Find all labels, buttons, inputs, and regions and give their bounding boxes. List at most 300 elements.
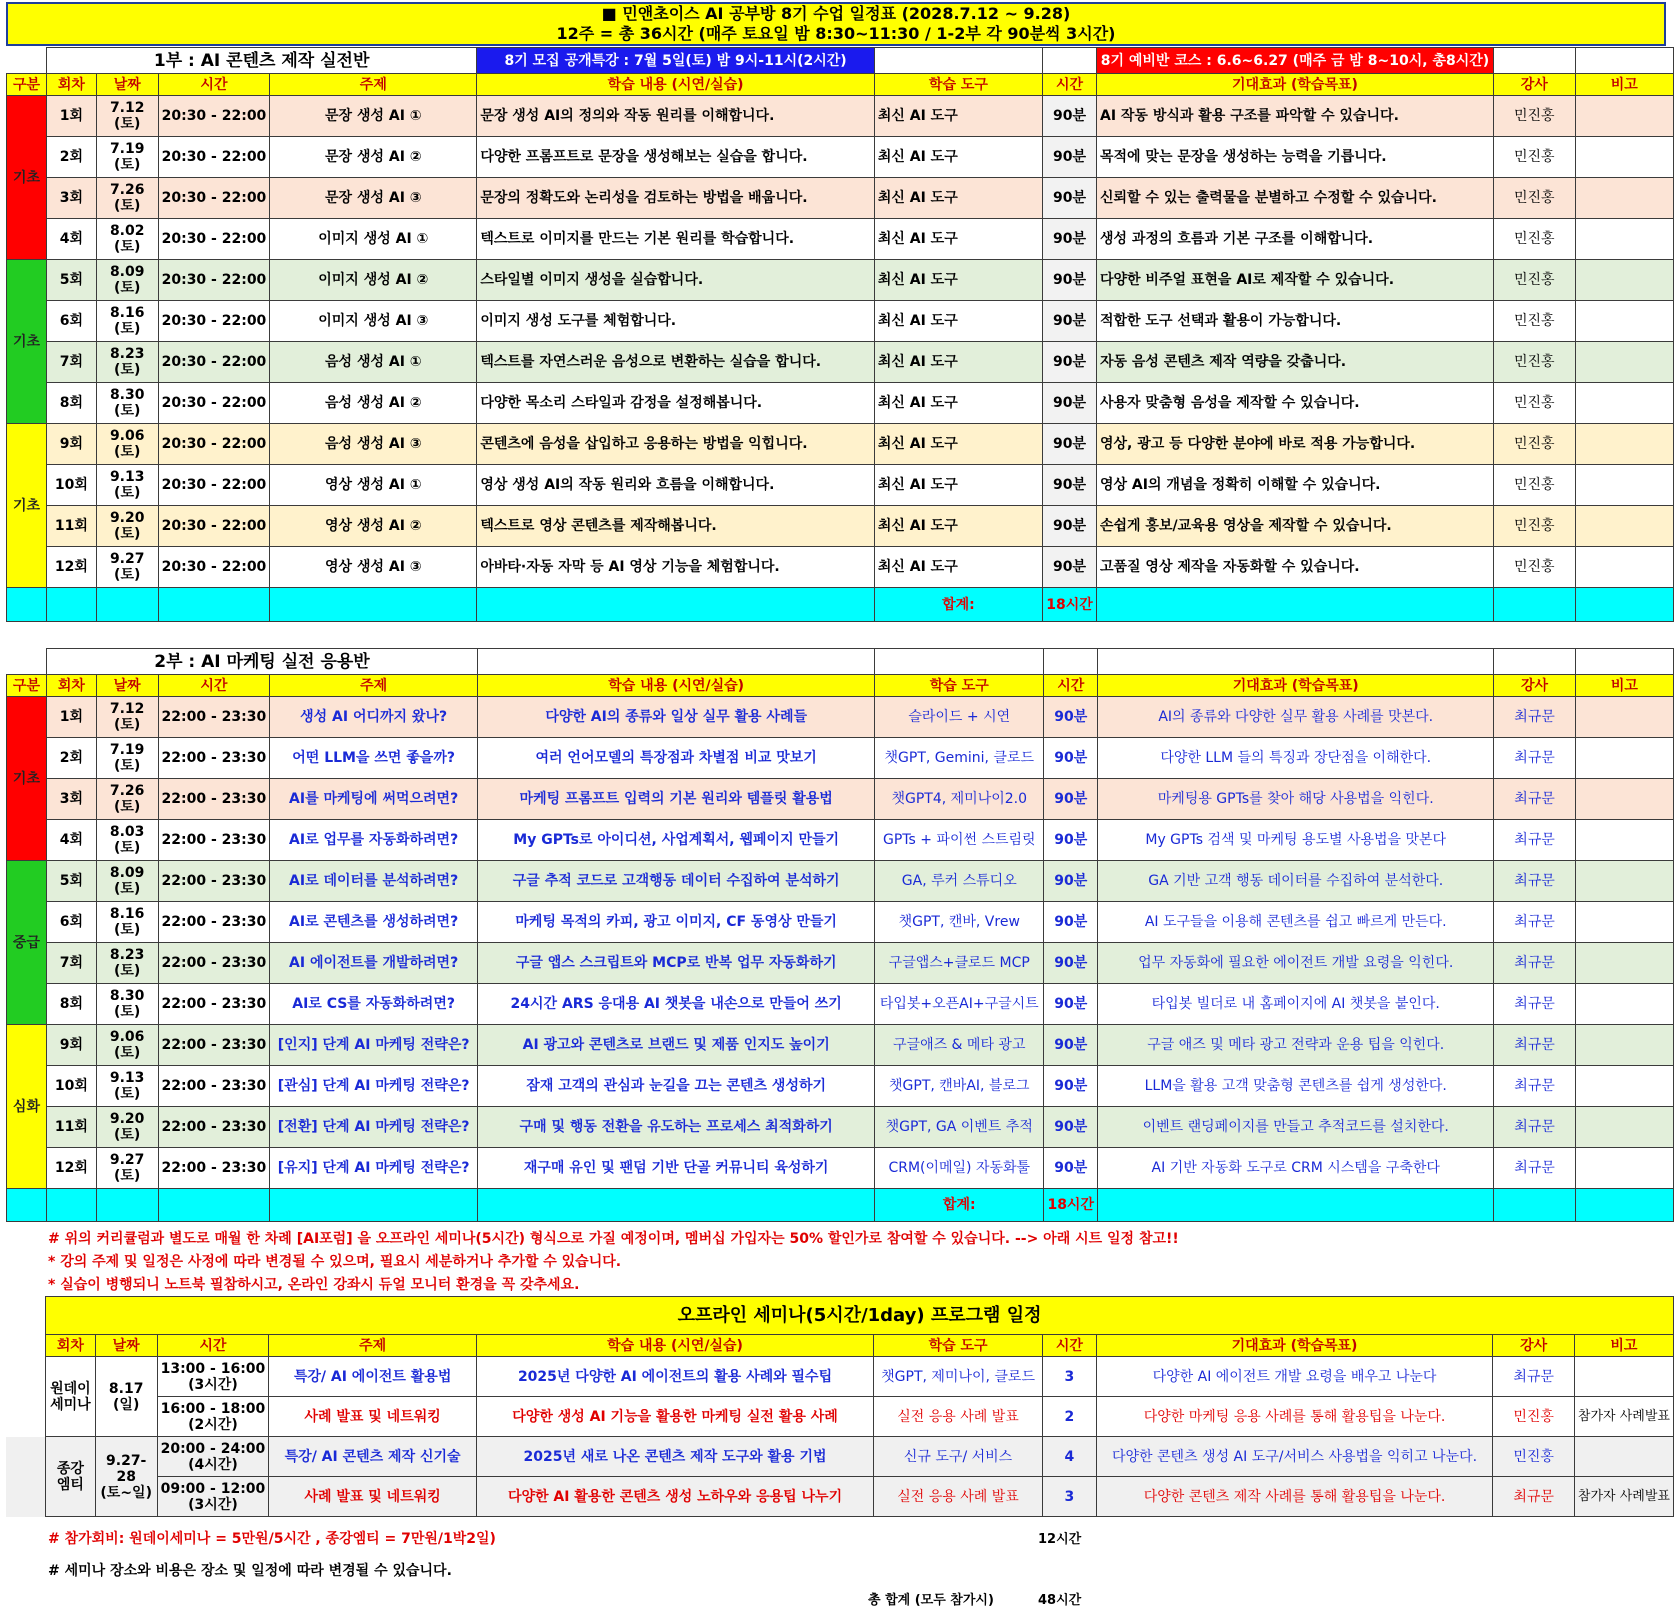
duration: 90분 — [1044, 1066, 1098, 1107]
duration: 90분 — [1043, 424, 1097, 465]
schedule-row — [7, 137, 1674, 178]
note-schedule-change: * 강의 주제 및 일정은 사정에 따라 변경될 수 있으며, 필요시 세분하거나 추가할 수 있습니다. — [48, 1254, 622, 1270]
content: 2025년 새로 나온 콘텐츠 제작 도구와 활용 기법 — [476, 1437, 873, 1477]
duration: 90분 — [1043, 506, 1097, 547]
date-value: 8.30 — [109, 387, 145, 403]
col-header: 학습 도구 — [874, 1335, 1043, 1357]
weekday: (토) — [114, 157, 141, 173]
col-header: 기대효과 (학습목표) — [1098, 675, 1494, 697]
date-value: 8.09 — [109, 865, 145, 881]
time-range: 20:30 - 22:00 — [158, 260, 270, 301]
remark: 참가자 사례발표 — [1574, 1477, 1673, 1517]
remark — [1575, 383, 1673, 424]
col-header: 학습 내용 (시연/실습) — [478, 675, 875, 697]
date-cell — [96, 1148, 158, 1189]
blank-cell — [6, 1437, 46, 1517]
date-cell — [96, 943, 158, 984]
tool: 최신 AI 도구 — [874, 465, 1042, 506]
col-header: 날짜 — [95, 1335, 157, 1357]
date-cell — [96, 1107, 158, 1148]
weekday: (토) — [113, 1086, 141, 1102]
total-value: 48시간 — [1038, 1593, 1082, 1608]
tool: 최신 AI 도구 — [874, 506, 1042, 547]
schedule-row — [7, 301, 1674, 342]
duration: 90분 — [1044, 861, 1098, 902]
blank-cell — [6, 1357, 46, 1437]
category-cell: 심화 — [7, 1025, 47, 1189]
schedule-row — [7, 424, 1674, 465]
teacher: 최규문 — [1494, 1148, 1576, 1189]
duration: 90분 — [1044, 984, 1098, 1025]
effect: 업무 자동화에 필요한 에이전트 개발 요령을 익힌다. — [1098, 943, 1494, 984]
date-cell — [96, 301, 158, 342]
content: 여러 언어모델의 특장점과 차별점 비교 맛보기 — [478, 738, 875, 779]
date-value: 8.16 — [109, 305, 145, 321]
teacher: 민진홍 — [1493, 506, 1575, 547]
time-range: 22:00 - 23:30 — [158, 984, 270, 1025]
date-value: 9.06 — [109, 1029, 145, 1045]
date-cell — [96, 820, 158, 861]
duration: 2 — [1043, 1397, 1097, 1437]
teacher: 민진홍 — [1493, 424, 1575, 465]
date-cell — [96, 902, 158, 943]
remark — [1575, 547, 1673, 588]
date-value: 7.26 — [109, 182, 145, 198]
content: 텍스트로 영상 콘텐츠를 제작해봅니다. — [477, 506, 874, 547]
date-value: 7.12 — [109, 100, 145, 116]
category-cell: 기초 — [7, 260, 47, 424]
schedule-row — [7, 779, 1674, 820]
date-value: 8.02 — [109, 223, 145, 239]
content: AI 광고와 콘텐츠로 브랜드 및 제품 인지도 높이기 — [478, 1025, 875, 1066]
tool: 타입봇+오픈AI+구글시트 — [875, 984, 1044, 1025]
time-range — [157, 1477, 269, 1517]
col-header: 기대효과 (학습목표) — [1096, 74, 1493, 96]
weekday: (토) — [114, 567, 141, 583]
col-header: 학습 도구 — [875, 675, 1044, 697]
teacher: 최규문 — [1494, 1107, 1576, 1148]
remark — [1574, 1357, 1673, 1397]
schedule-row — [7, 506, 1674, 547]
tool: 챗GPT, 제미나이, 클로드 — [874, 1357, 1043, 1397]
seminar-row — [6, 1437, 1674, 1477]
effect: 손쉽게 홍보/교육용 영상을 제작할 수 있습니다. — [1096, 506, 1493, 547]
pre-course-banner: 8기 예비반 코스 : 6.6~6.27 (매주 금 밤 8~10시, 총8시간) — [1096, 48, 1493, 74]
remark — [1575, 697, 1673, 738]
col-header: 기대효과 (학습목표) — [1096, 1335, 1493, 1357]
duration: 90분 — [1043, 219, 1097, 260]
schedule-row — [7, 820, 1674, 861]
content: 다양한 프롬프트로 문장을 생성해보는 실습을 합니다. — [477, 137, 874, 178]
date-value: 7.26 — [109, 783, 145, 799]
schedule-row — [7, 1025, 1674, 1066]
weekday: (토) — [114, 362, 141, 378]
time-range: 22:00 - 23:30 — [158, 697, 270, 738]
schedule-row — [7, 465, 1674, 506]
effect: 구글 애즈 및 메타 광고 전략과 운용 팁을 익힌다. — [1098, 1025, 1494, 1066]
col-header: 구분 — [7, 675, 47, 697]
tool: 최신 AI 도구 — [874, 178, 1042, 219]
effect: 사용자 맞춤형 음성을 제작할 수 있습니다. — [1096, 383, 1493, 424]
session-number: 5회 — [46, 861, 96, 902]
topic: 생성 AI 어디까지 왔나? — [270, 697, 478, 738]
effect: AI의 종류와 다양한 실무 활용 사례를 맛본다. — [1098, 697, 1494, 738]
session-number: 10회 — [46, 1066, 96, 1107]
hours: (2시간) — [188, 1416, 238, 1433]
effect: 신뢰할 수 있는 출력물을 분별하고 수정할 수 있습니다. — [1096, 178, 1493, 219]
time-value: 20:00 - 24:00 — [160, 1440, 266, 1457]
schedule-row — [7, 943, 1674, 984]
content: 다양한 AI의 종류와 일상 실무 활용 사례들 — [478, 697, 875, 738]
session-number: 3회 — [46, 779, 96, 820]
tool: 최신 AI 도구 — [874, 96, 1042, 137]
duration: 3 — [1043, 1357, 1097, 1397]
sum-label: 합계: — [875, 1189, 1044, 1222]
date-value: 9.13 — [109, 469, 145, 485]
seminar-row — [6, 1397, 1674, 1437]
topic: 사례 발표 및 네트워킹 — [269, 1397, 477, 1437]
seminar-date: 8.17 (일) — [95, 1357, 157, 1437]
topic: 문장 생성 AI ③ — [270, 178, 477, 219]
time-range: 20:30 - 22:00 — [158, 178, 270, 219]
teacher: 최규문 — [1494, 738, 1576, 779]
date-value: 8.09 — [109, 264, 145, 280]
col-header: 날짜 — [96, 675, 158, 697]
remark — [1575, 943, 1673, 984]
time-range: 22:00 - 23:30 — [158, 1148, 270, 1189]
duration: 90분 — [1043, 547, 1097, 588]
topic: AI를 마케팅에 써먹으려면? — [270, 779, 478, 820]
col-header: 학습 내용 (시연/실습) — [476, 1335, 873, 1357]
weekday: (토) — [114, 280, 141, 296]
hours: (4시간) — [188, 1456, 238, 1473]
session-number: 11회 — [46, 506, 96, 547]
duration: 90분 — [1043, 342, 1097, 383]
schedule-title: ■ 민앤초이스 AI 공부방 8기 수업 일정표 (2028.7.12 ~ 9.28) — [601, 4, 1071, 23]
remark — [1575, 219, 1673, 260]
teacher: 민진홍 — [1493, 342, 1575, 383]
part1-table — [6, 47, 1674, 622]
date-cell — [96, 738, 158, 779]
remark — [1575, 1148, 1673, 1189]
category-cell: 기초 — [7, 96, 47, 260]
col-header: 비고 — [1574, 1335, 1673, 1357]
effect: 자동 음성 콘텐츠 제작 역량을 갖춥니다. — [1096, 342, 1493, 383]
session-number: 9회 — [46, 1025, 96, 1066]
time-range: 20:30 - 22:00 — [158, 383, 270, 424]
teacher: 민진홍 — [1493, 1397, 1575, 1437]
duration: 90분 — [1043, 383, 1097, 424]
effect: 목적에 맞는 문장을 생성하는 능력을 기릅니다. — [1096, 137, 1493, 178]
note-forum: # 위의 커리큘럼과 별도로 매월 한 차례 [AI포럼] 을 오프라인 세미나(5시간) 형식으로 가질 예정이며, 멤버십 가입자는 50% 할인가로 참여할 수 있습니다. --> 아래 시트 일정 참고!! — [48, 1231, 1179, 1247]
time-range: 22:00 - 23:30 — [158, 1066, 270, 1107]
date-value: 8.03 — [109, 824, 145, 840]
duration: 90분 — [1043, 137, 1097, 178]
col-header: 주제 — [269, 1335, 477, 1357]
teacher: 최규문 — [1494, 861, 1576, 902]
remark — [1575, 342, 1673, 383]
duration: 90분 — [1044, 779, 1098, 820]
date-cell — [96, 178, 158, 219]
schedule-row — [7, 697, 1674, 738]
tool: 최신 AI 도구 — [874, 383, 1042, 424]
session-number: 9회 — [46, 424, 96, 465]
tool: 실전 응용 사례 발표 — [874, 1397, 1043, 1437]
schedule-row — [7, 902, 1674, 943]
weekday: (토) — [113, 881, 141, 897]
topic: 영상 생성 AI ② — [270, 506, 477, 547]
time-range: 20:30 - 22:00 — [158, 465, 270, 506]
category-cell: 기초 — [7, 697, 47, 861]
weekday: (토) — [113, 963, 141, 979]
content: 아바타·자동 자막 등 AI 영상 기능을 체험합니다. — [477, 547, 874, 588]
tool: 최신 AI 도구 — [874, 342, 1042, 383]
teacher: 민진홍 — [1493, 301, 1575, 342]
duration: 90분 — [1044, 1148, 1098, 1189]
content: 구글 앱스 스크립트와 MCP로 반복 업무 자동화하기 — [478, 943, 875, 984]
date-value: 9.06 — [109, 428, 145, 444]
remark — [1575, 178, 1673, 219]
remark — [1574, 1437, 1673, 1477]
effect: My GPTs 검색 및 마케팅 용도별 사용법을 맛본다 — [1098, 820, 1494, 861]
time-range: 22:00 - 23:30 — [158, 902, 270, 943]
effect: 다양한 콘텐츠 생성 AI 도구/서비스 사용법을 익히고 나눈다. — [1096, 1437, 1493, 1477]
total-label: 총 합계 (모두 참가시) — [868, 1593, 994, 1608]
weekday: (토) — [113, 799, 141, 815]
tool: 챗GPT, 캔바AI, 블로그 — [875, 1066, 1044, 1107]
weekday: (토) — [113, 1004, 141, 1020]
remark — [1575, 738, 1673, 779]
content: 24시간 ARS 응대용 AI 챗봇을 내손으로 만들어 쓰기 — [478, 984, 875, 1025]
date-value: 9.20 — [109, 510, 145, 526]
date-value: 8.23 — [109, 947, 145, 963]
session-number: 8회 — [46, 984, 96, 1025]
time-range: 22:00 - 23:30 — [158, 1025, 270, 1066]
teacher: 최규문 — [1494, 820, 1576, 861]
remark — [1575, 779, 1673, 820]
time-range: 20:30 - 22:00 — [158, 342, 270, 383]
time-range — [157, 1397, 269, 1437]
tool: GPTs + 파이썬 스트림릿 — [875, 820, 1044, 861]
content: 텍스트로 이미지를 만드는 기본 원리를 학습합니다. — [477, 219, 874, 260]
topic: [관심] 단계 AI 마케팅 전략은? — [270, 1066, 478, 1107]
seminar-type: 원데이 세미나 — [46, 1357, 96, 1437]
col-header: 시간 — [157, 1335, 269, 1357]
col-header: 시간 — [1043, 1335, 1097, 1357]
weekday: (토) — [114, 198, 141, 214]
hours: (3시간) — [188, 1496, 238, 1513]
content: 다양한 목소리 스타일과 감정을 설정해봅니다. — [477, 383, 874, 424]
schedule-row — [7, 342, 1674, 383]
content: 구매 및 행동 전환을 유도하는 프로세스 최적화하기 — [478, 1107, 875, 1148]
teacher: 최규문 — [1494, 984, 1576, 1025]
schedule-row — [7, 178, 1674, 219]
tool: 챗GPT, GA 이벤트 추적 — [875, 1107, 1044, 1148]
part2-sum-row — [7, 1189, 1674, 1222]
session-number: 12회 — [46, 1148, 96, 1189]
effect: AI 도구들을 이용해 콘텐츠를 쉽고 빠르게 만든다. — [1098, 902, 1494, 943]
weekday: (토) — [113, 717, 141, 733]
col-header: 비고 — [1575, 675, 1673, 697]
weekday: (토) — [114, 321, 141, 337]
teacher: 민진홍 — [1493, 465, 1575, 506]
content: 스타일별 이미지 생성을 실습합니다. — [477, 260, 874, 301]
seminar-type: 종강 엠티 — [46, 1437, 96, 1517]
schedule-row — [7, 1107, 1674, 1148]
remark — [1575, 1066, 1673, 1107]
duration: 3 — [1043, 1477, 1097, 1517]
topic: 특강/ AI 콘텐츠 제작 신기술 — [269, 1437, 477, 1477]
duration: 90분 — [1043, 301, 1097, 342]
schedule-row — [7, 1066, 1674, 1107]
topic: 이미지 생성 AI ② — [270, 260, 477, 301]
duration: 90분 — [1044, 820, 1098, 861]
content: 문장 생성 AI의 정의와 작동 원리를 이해합니다. — [477, 96, 874, 137]
content: My GPTs로 아이디션, 사업계획서, 웹페이지 만들기 — [478, 820, 875, 861]
topic: AI로 업무를 자동화하려면? — [270, 820, 478, 861]
duration: 4 — [1043, 1437, 1097, 1477]
topic: 문장 생성 AI ② — [270, 137, 477, 178]
part2-table — [6, 648, 1674, 1222]
schedule-row — [7, 861, 1674, 902]
date-value: 7.12 — [109, 701, 145, 717]
date-value: 8.16 — [109, 906, 145, 922]
seminar-row — [6, 1357, 1674, 1397]
teacher: 최규문 — [1494, 697, 1576, 738]
sum-value: 18시간 — [1044, 1189, 1098, 1222]
content: 콘텐츠에 음성을 삽입하고 응용하는 방법을 익힙니다. — [477, 424, 874, 465]
effect: GA 기반 고객 행동 데이터를 수집하여 분석한다. — [1098, 861, 1494, 902]
tool: 최신 AI 도구 — [874, 219, 1042, 260]
tool: GA, 루커 스튜디오 — [875, 861, 1044, 902]
date-value: 7.19 — [109, 141, 145, 157]
date-cell — [96, 779, 158, 820]
content: 마케팅 프롬프트 입력의 기본 원리와 템플릿 활용법 — [478, 779, 875, 820]
col-header: 주제 — [270, 675, 478, 697]
time-range: 20:30 - 22:00 — [158, 506, 270, 547]
date-cell — [96, 506, 158, 547]
topic: AI로 CS를 자동화하려면? — [270, 984, 478, 1025]
time-range: 22:00 - 23:30 — [158, 738, 270, 779]
sum-value: 18시간 — [1043, 588, 1097, 622]
duration: 90분 — [1044, 738, 1098, 779]
date-value: 8.23 — [109, 346, 145, 362]
time-range: 20:30 - 22:00 — [158, 137, 270, 178]
remark — [1575, 260, 1673, 301]
seminar-column-headers — [6, 1335, 1674, 1357]
session-number: 6회 — [46, 902, 96, 943]
date-cell — [96, 260, 158, 301]
effect: 다양한 LLM 들의 특징과 장단점을 이해한다. — [1098, 738, 1494, 779]
tool: 최신 AI 도구 — [874, 424, 1042, 465]
hours: (3시간) — [188, 1376, 238, 1393]
effect: 이벤트 랜딩페이지를 만들고 추적코드를 설치한다. — [1098, 1107, 1494, 1148]
content: 2025년 다양한 AI 에이전트의 활용 사례와 필수팁 — [476, 1357, 873, 1397]
time-range: 22:00 - 23:30 — [158, 861, 270, 902]
remark — [1575, 902, 1673, 943]
teacher: 민진홍 — [1493, 547, 1575, 588]
schedule-row — [7, 984, 1674, 1025]
teacher: 최규문 — [1493, 1477, 1575, 1517]
tool: CRM(이메일) 자동화툴 — [875, 1148, 1044, 1189]
session-number: 1회 — [46, 96, 96, 137]
topic: 이미지 생성 AI ① — [270, 219, 477, 260]
topic: AI로 데이터를 분석하려면? — [270, 861, 478, 902]
schedule-subtitle: 12주 = 총 36시간 (매주 토요일 밤 8:30~11:30 / 1-2부 각 90분씩 3시간) — [556, 24, 1116, 43]
effect: AI 작동 방식과 활용 구조를 파악할 수 있습니다. — [1096, 96, 1493, 137]
col-header: 회차 — [46, 675, 96, 697]
content: 다양한 AI 활용한 콘텐츠 생성 노하우와 응용팁 나누기 — [476, 1477, 873, 1517]
teacher: 민진홍 — [1493, 383, 1575, 424]
col-header: 비고 — [1575, 74, 1673, 96]
time-range — [157, 1357, 269, 1397]
date-cell — [96, 96, 158, 137]
col-header: 회차 — [46, 1335, 96, 1357]
topic: 영상 생성 AI ① — [270, 465, 477, 506]
content: 재구매 유인 및 팬덤 기반 단골 커뮤니티 육성하기 — [478, 1148, 875, 1189]
effect: 생성 과정의 흐름과 기본 구조를 이해합니다. — [1096, 219, 1493, 260]
time-range: 20:30 - 22:00 — [158, 424, 270, 465]
duration: 90분 — [1044, 943, 1098, 984]
date-cell — [96, 1025, 158, 1066]
date-cell — [96, 547, 158, 588]
content: 다양한 생성 AI 기능을 활용한 마케팅 실전 활용 사례 — [476, 1397, 873, 1437]
teacher: 민진홍 — [1493, 219, 1575, 260]
schedule-row — [7, 260, 1674, 301]
effect: 다양한 AI 에이전트 개발 요령을 배우고 나눈다 — [1096, 1357, 1493, 1397]
time-value: 09:00 - 12:00 — [160, 1480, 266, 1497]
weekday: (토) — [113, 1045, 141, 1061]
tool: 챗GPT, Gemini, 클로드 — [875, 738, 1044, 779]
session-number: 2회 — [46, 137, 96, 178]
effect: 적합한 도구 선택과 활용이 가능합니다. — [1096, 301, 1493, 342]
date-value: 8.30 — [109, 988, 145, 1004]
date-cell — [96, 861, 158, 902]
tool: 구글앱스+클로드 MCP — [875, 943, 1044, 984]
tool: 최신 AI 도구 — [874, 301, 1042, 342]
schedule-row — [7, 738, 1674, 779]
tool: 신규 도구/ 서비스 — [874, 1437, 1043, 1477]
effect: 영상 AI의 개념을 정확히 이해할 수 있습니다. — [1096, 465, 1493, 506]
session-number: 2회 — [46, 738, 96, 779]
teacher: 민진홍 — [1493, 137, 1575, 178]
topic: 영상 생성 AI ③ — [270, 547, 477, 588]
effect: 고품질 영상 제작을 자동화할 수 있습니다. — [1096, 547, 1493, 588]
remark: 참가자 사례발표 — [1574, 1397, 1673, 1437]
effect: 영상, 광고 등 다양한 분야에 바로 적용 가능합니다. — [1096, 424, 1493, 465]
category-cell: 중급 — [7, 861, 47, 1025]
schedule-row — [7, 547, 1674, 588]
effect: 타입봇 빌더로 내 홈페이지에 AI 챗봇을 붙인다. — [1098, 984, 1494, 1025]
remark — [1575, 465, 1673, 506]
schedule-row — [7, 219, 1674, 260]
topic: [전환] 단계 AI 마케팅 전략은? — [270, 1107, 478, 1148]
content: 이미지 생성 도구를 체험합니다. — [477, 301, 874, 342]
weekday: (토) — [113, 840, 141, 856]
col-header: 회차 — [46, 74, 96, 96]
teacher: 민진홍 — [1493, 178, 1575, 219]
col-header: 구분 — [7, 74, 47, 96]
content: 텍스트를 자연스러운 음성으로 변환하는 실습을 합니다. — [477, 342, 874, 383]
teacher: 민진홍 — [1493, 260, 1575, 301]
remark — [1575, 984, 1673, 1025]
schedule-row — [7, 1148, 1674, 1189]
teacher: 최규문 — [1494, 902, 1576, 943]
teacher: 최규문 — [1494, 1025, 1576, 1066]
sum-label: 합계: — [874, 588, 1042, 622]
date-value: 9.20 — [109, 1111, 145, 1127]
duration: 90분 — [1043, 96, 1097, 137]
